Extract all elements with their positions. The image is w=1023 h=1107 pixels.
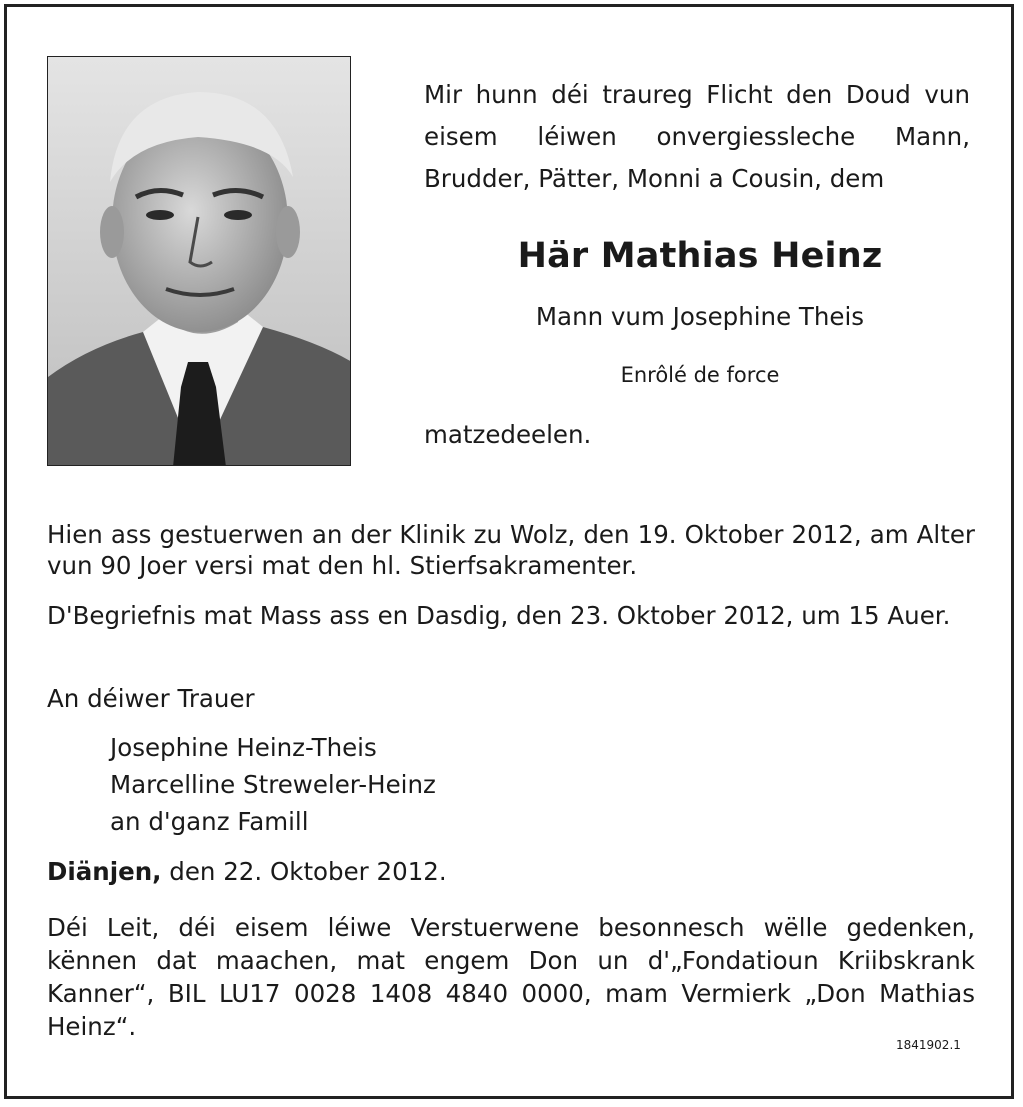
portrait-illustration [48,57,351,466]
shared-verb: matzedeelen. [424,420,592,449]
place-date-line [47,857,447,886]
donation-paragraph: Déi Leit, déi eisem léiwe Verstuerwene besonnesch wëlle gedenken, kënnen dat maachen, mat engem Don un d'„Fondatioun Kriibskrank Kanner“, BIL LU17 0028 1408 4840 0000, mam Vermierk „Don Mathias Heinz“. [47,913,975,1041]
intro-text: Mir hunn déi traureg Flicht den Doud vun eisem léiwen onvergiessleche Mann, Brudder, Pätter, Monni a Cousin, dem [424,80,970,193]
portrait-photo [47,56,351,466]
death-paragraph: Hien ass gestuerwen an der Klinik zu Wolz, den 19. Oktober 2012, am Alter vun 90 Joer versi mat den hl. Stierfsakramenter. [47,520,975,580]
mourner-item: an d'ganz Famill [110,807,309,836]
place-name: Diänjen, [47,857,162,886]
mourning-label: An déiwer Trauer [47,684,255,713]
mourner-item: Josephine Heinz-Theis [110,733,377,762]
notice-date: den 22. Oktober 2012. [169,857,447,886]
deceased-name: Här Mathias Heinz [517,236,883,276]
status-line: Enrôlé de force [620,363,780,387]
mourners-list [110,729,436,840]
funeral-paragraph: D'Begriefnis mat Mass ass en Dasdig, den 23. Oktober 2012, um 15 Auer. [47,601,951,630]
mourner-item: Marcelline Streweler-Heinz [110,770,436,799]
spouse-line: Mann vum Josephine Theis [535,302,865,331]
reference-number: 1841902.1 [896,1038,961,1052]
